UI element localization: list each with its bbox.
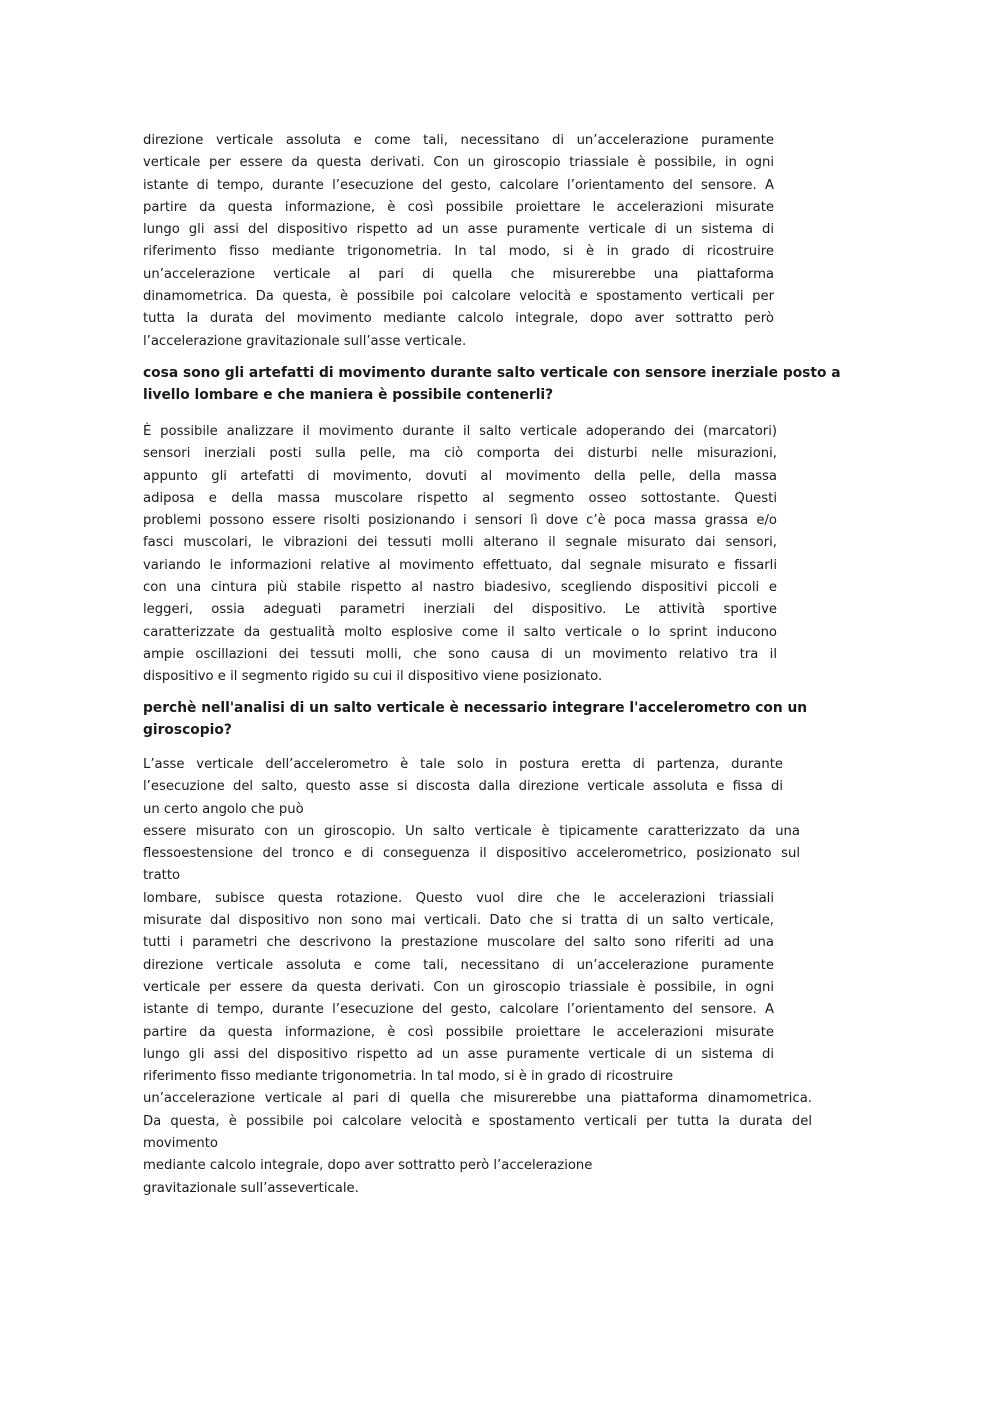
text-line: dispositivo e il segmento rigido su cui il dispositivo viene posizionato.: [143, 669, 603, 685]
text-line: partire da questa informazione, è così possibile proiettare le accelerazioni misurate: [143, 1024, 774, 1040]
text-line: variando le informazioni relative al movimento effettuato, dal segnale misurato e fissarli: [143, 557, 777, 573]
text-line: un certo angolo che può: [143, 801, 304, 817]
text-line: leggeri, ossia adeguati parametri inerziali del dispositivo. Le attività sportive: [143, 602, 777, 618]
question-heading: [143, 362, 841, 407]
heading-line: cosa sono gli artefatti di movimento durante salto verticale con sensore inerziale posto a: [143, 365, 841, 381]
paragraph-continuation: [143, 130, 774, 353]
text-line: Da questa, è possibile poi calcolare velocità e spostamento verticali per tutta la durata del: [143, 1113, 812, 1129]
heading-line: giroscopio?: [143, 722, 232, 739]
text-line: direzione verticale assoluta e come tali, necessitano di un’accelerazione puramente: [143, 133, 774, 148]
text-line: essere misurato con un giroscopio. Un salto verticale è tipicamente caratterizzato da una: [143, 823, 800, 839]
text-line: flessoestensione del tronco e di conseguenza il dispositivo accelerometrico, posizionato sul: [143, 846, 800, 862]
text-line: ampie oscillazioni dei tessuti molli, che sono causa di un movimento relativo tra il: [143, 646, 777, 662]
text-line: problemi possono essere risolti posizionando i sensori lì dove c’è poca massa grassa e/o: [143, 513, 777, 529]
text-line: L’asse verticale dell’accelerometro è tale solo in postura eretta di partenza, durante: [143, 757, 783, 772]
text-line: l’esecuzione del salto, questo asse si discosta dalla direzione verticale assoluta e fissa di: [143, 779, 783, 795]
text-line: istante di tempo, durante l’esecuzione del gesto, calcolare l’orientamento del sensore. A: [143, 1002, 774, 1018]
heading-line: livello lombare e che maniera è possibile contenerli?: [143, 387, 554, 404]
text-line: misurate dal dispositivo non sono mai verticali. Dato che si tratta di un salto verticale,: [143, 913, 774, 929]
text-line: verticale per essere da questa derivati. Con un giroscopio triassiale è possibile, in ogni: [143, 979, 774, 995]
text-line: verticale per essere da questa derivati. Con un giroscopio triassiale è possibile, in ogni: [143, 155, 774, 171]
text-line: mediante calcolo integrale, dopo aver sottratto però l’accelerazione: [143, 1158, 593, 1174]
text-line: lombare, subisce questa rotazione. Questo vuol dire che le accelerazioni triassiali: [143, 890, 774, 906]
text-line: caratterizzate da gestualità molto esplosive come il salto verticale o lo sprint inducono: [143, 624, 777, 640]
text-line: movimento: [143, 1136, 218, 1152]
text-line: lungo gli assi del dispositivo rispetto ad un asse puramente verticale di un sistema di: [143, 1046, 774, 1062]
text-line: dinamometrica. Da questa, è possibile poi calcolare velocità e spostamento verticali per: [143, 289, 774, 305]
text-line: gravitazionale sull’asseverticale.: [143, 1180, 359, 1196]
question-heading: [143, 697, 808, 742]
text-line: un’accelerazione verticale al pari di quella che misurerebbe una piattaforma: [143, 266, 774, 282]
text-line: fasci muscolari, le vibrazioni dei tessuti molli alterano il segnale misurato dai sensori,: [143, 535, 777, 551]
text-line: tratto: [143, 868, 181, 884]
text-line: lungo gli assi del dispositivo rispetto ad un asse puramente verticale di un sistema di: [143, 222, 774, 238]
text-line: sensori inerziali posti sulla pelle, ma ciò comporta dei disturbi nelle misurazioni,: [143, 446, 777, 462]
text-line: partire da questa informazione, è così possibile proiettare le accelerazioni misurate: [143, 199, 774, 215]
text-line: tutta la durata del movimento mediante calcolo integrale, dopo aver sottratto però: [143, 311, 774, 327]
answer-paragraph: [143, 421, 777, 689]
text-line: istante di tempo, durante l’esecuzione del gesto, calcolare l’orientamento del sensore. A: [143, 177, 774, 193]
text-line: riferimento fisso mediante trigonometria. In tal modo, si è in grado di ricostruire: [143, 1069, 674, 1085]
text-line: adiposa e della massa muscolare rispetto al segmento osseo sottostante. Questi: [143, 490, 777, 506]
answer-paragraph: [143, 754, 812, 1200]
text-line: tutti i parametri che descrivono la prestazione muscolare del salto sono riferiti ad una: [143, 935, 774, 951]
text-line: È possibile analizzare il movimento durante il salto verticale adoperando dei (marcatori): [143, 424, 777, 439]
text-line: un’accelerazione verticale al pari di quella che misurerebbe una piattaforma dinamometrica.: [143, 1091, 812, 1107]
heading-line: perchè nell'analisi di un salto verticale è necessario integrare l'accelerometro con un: [143, 700, 808, 716]
text-line: appunto gli artefatti di movimento, dovuti al movimento della pelle, della massa: [143, 468, 777, 484]
text-line: con una cintura più stabile rispetto al nastro biadesivo, scegliendo dispositivi piccoli e: [143, 580, 777, 596]
text-line: direzione verticale assoluta e come tali, necessitano di un’accelerazione puramente: [143, 957, 774, 973]
text-line: l’accelerazione gravitazionale sull’asse verticale.: [143, 333, 467, 349]
text-line: riferimento fisso mediante trigonometria. In tal modo, si è in grado di ricostruire: [143, 244, 774, 260]
